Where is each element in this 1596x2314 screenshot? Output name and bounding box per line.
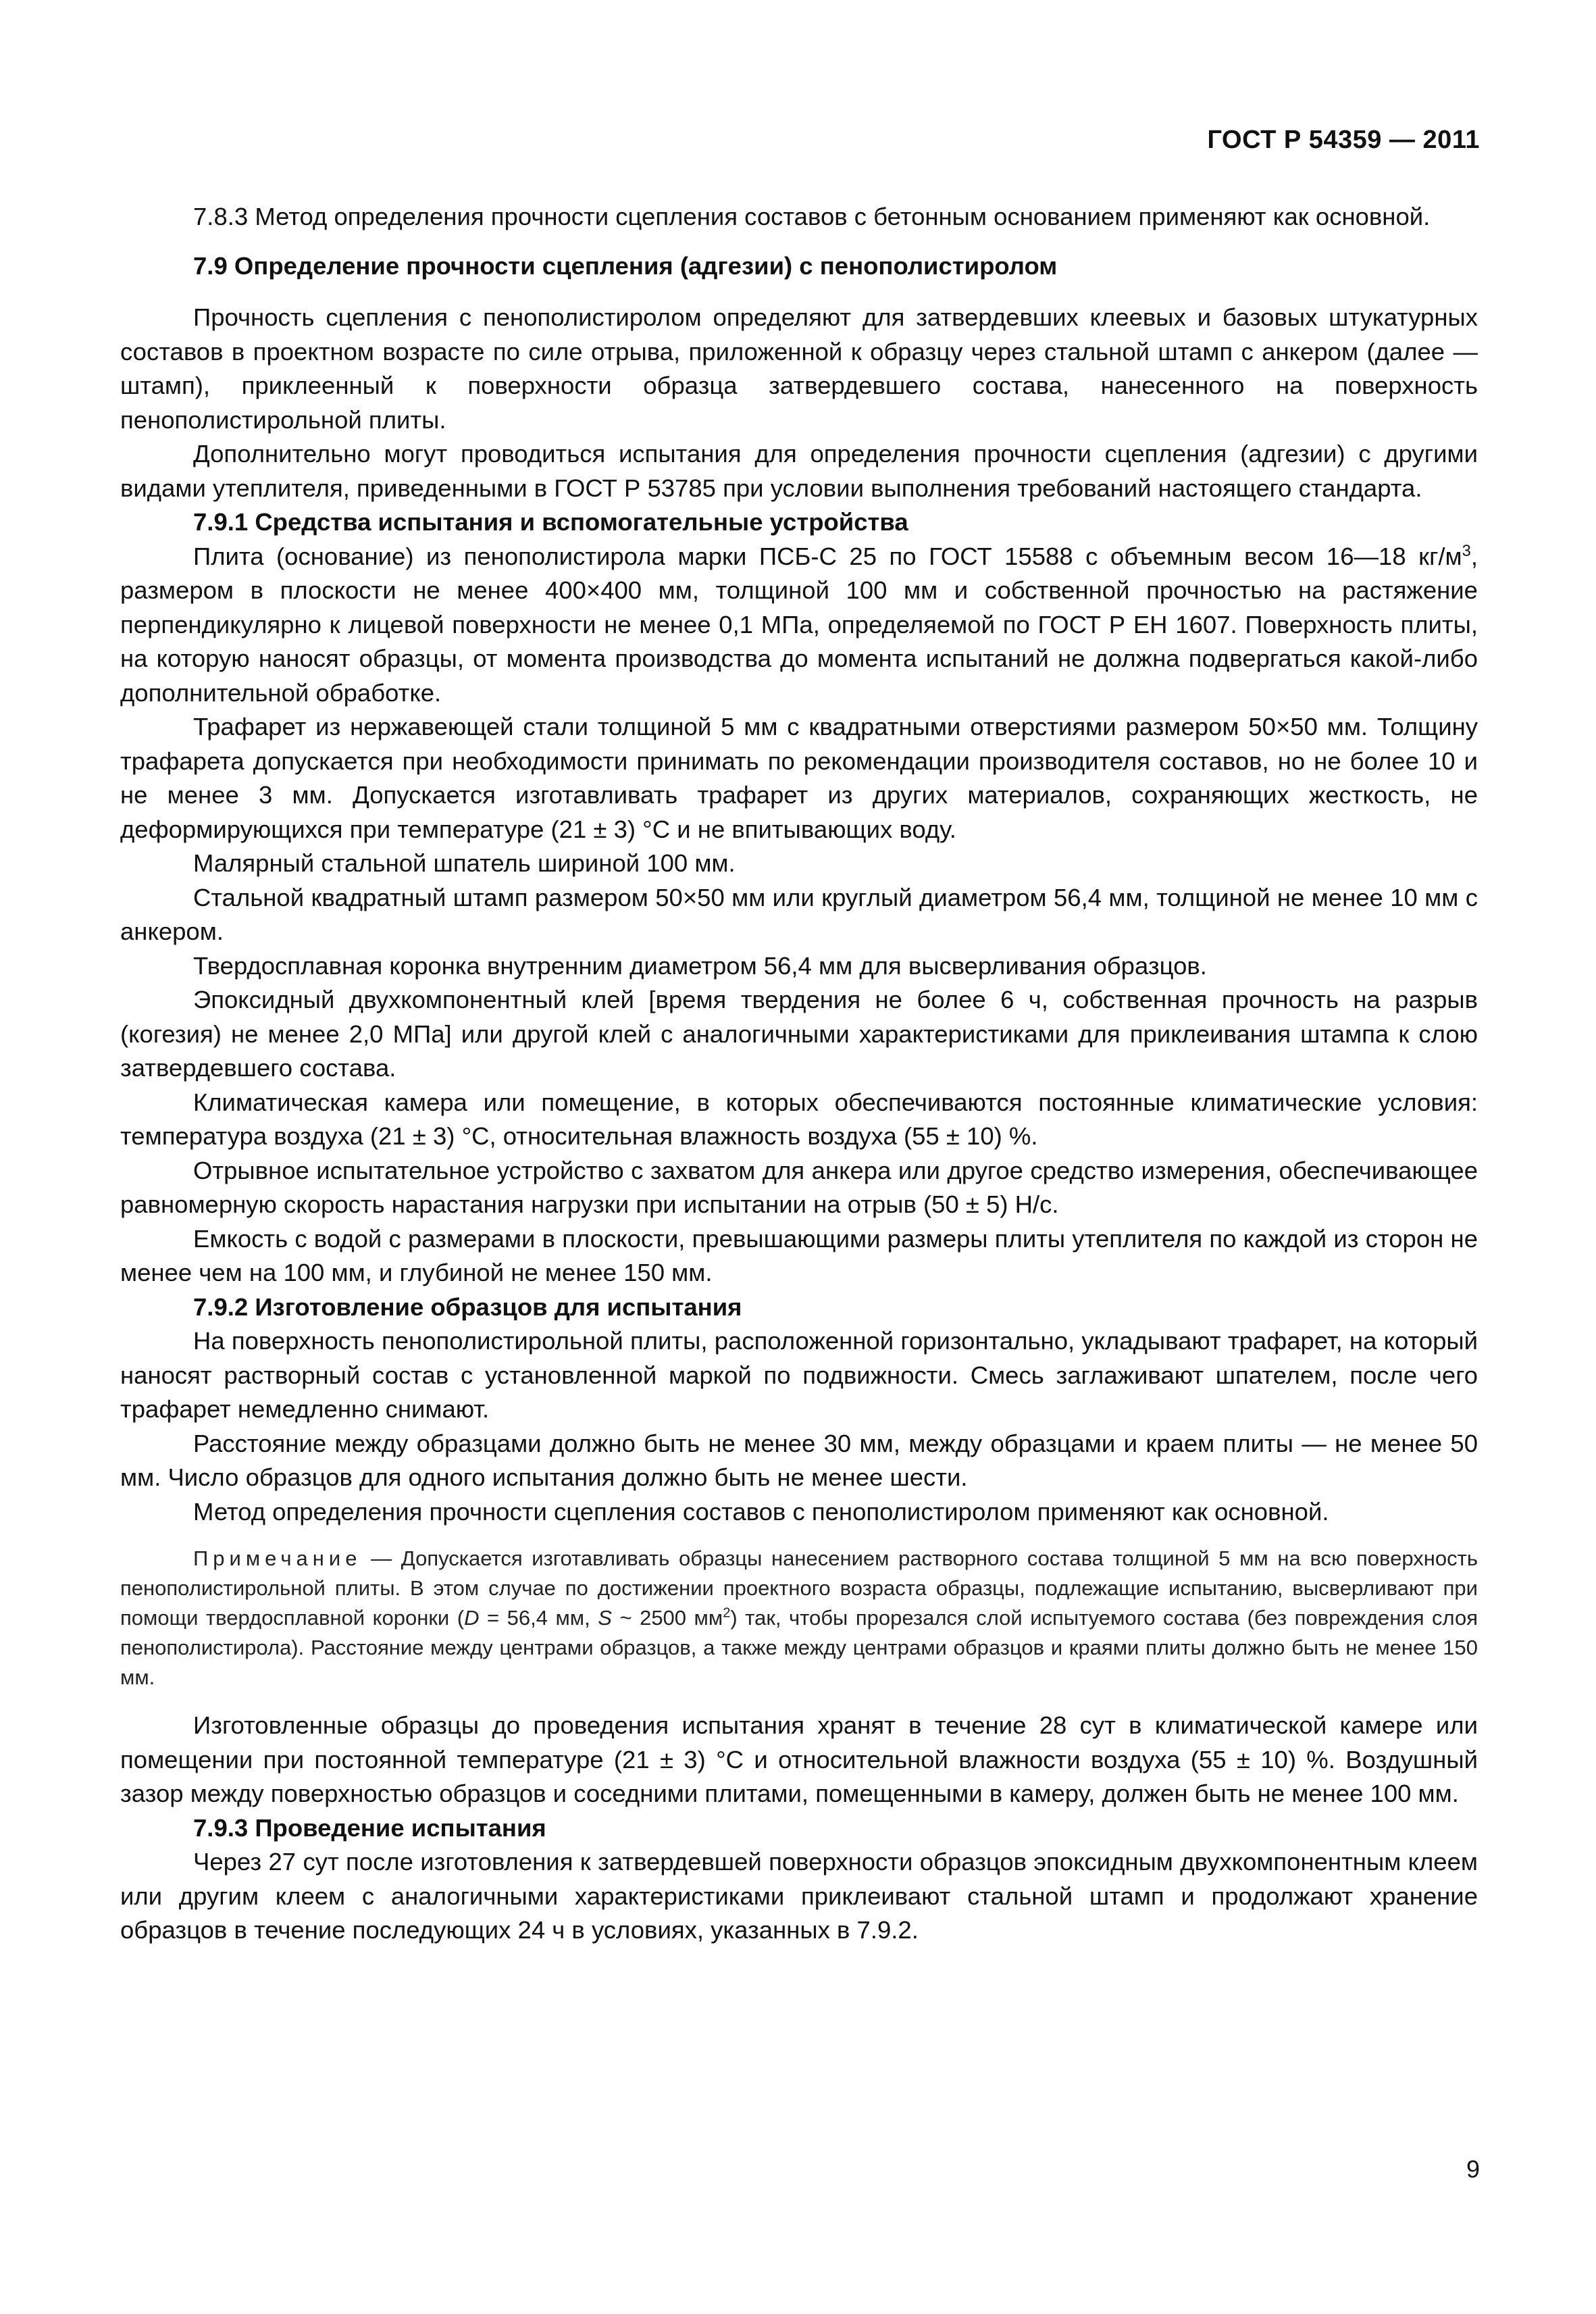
slab-text-pre: Плита (основание) из пенополистирола марки ПСБ-С 25 по ГОСТ 15588 с объемным весом 16—18 кг/м	[193, 542, 1462, 570]
heading-7-9: 7.9 Определение прочности сцепления (адгезии) с пенополистиролом	[193, 251, 1058, 280]
note-square-superscript: 2	[723, 1605, 731, 1621]
paragraph-tester: Отрывное испытательное устройство с захватом для анкера или другое средство измерения, обеспечивающее равномерную скорость нарастания нагрузки при испытании на отрыв (50 ± 5) Н/с.	[120, 1156, 1478, 1218]
paragraph-spatula: Малярный стальной шпатель шириной 100 мм.	[193, 849, 736, 877]
paragraph-stencil: Трафарет из нержавеющей стали толщиной 5 мм с квадратными отверстиями размером 50×50 мм. Толщину трафарета допускается при необходимости принимать по рекомендации производителя составов, но не более 10 и не менее 3 мм. Допускается изготавливать трафарет из других материалов, сохраняющих жесткость, не деформирующихся при температуре (21 ± 3) °С и не впитывающих воду.	[120, 713, 1478, 843]
heading-7-9-2: 7.9.2 Изготовление образцов для испытания	[193, 1292, 742, 1321]
slab-text-post: , размером в плоскости не менее 400×400 мм, толщиной 100 мм и собственной прочностью на растяжение перпендикулярно к лицевой поверхности не менее 0,1 МПа, определяемой по ГОСТ Р ЕН 1607. Поверхность плиты, на которую наносят образцы, от момента производства до момента испытаний не должна подвергаться какой-либо дополнительной обработке.	[120, 542, 1478, 707]
note-label: Примечание	[193, 1546, 362, 1570]
note-block	[120, 1544, 1478, 1692]
paragraph-7-9-additional: Дополнительно могут проводиться испытания для определения прочности сцепления (адгезии) с другими видами утеплителя, приведенными в ГОСТ Р 53785 при условии выполнения требований настоящего стандарта.	[120, 440, 1478, 502]
paragraph-stamp: Стальной квадратный штамп размером 50×50 мм или круглый диаметром 56,4 мм, толщиной не менее 10 мм с анкером.	[120, 883, 1478, 945]
heading-7-9-1: 7.9.1 Средства испытания и вспомогательные устройства	[193, 508, 908, 536]
note-text-2: = 56,4 мм,	[479, 1606, 598, 1630]
paragraph-sample-prep: На поверхность пенополистирольной плиты, расположенной горизонтально, укладывают трафарет, на который наносят растворный состав с установленной маркой по подвижности. Смесь заглаживают шпателем, после чего трафарет немедленно снимают.	[120, 1327, 1478, 1423]
paragraph-crown: Твердосплавная коронка внутренним диаметром 56,4 мм для высверливания образцов.	[193, 951, 1207, 980]
paragraph-storage: Изготовленные образцы до проведения испытания хранят в течение 28 сут в климатической камере или помещении при постоянной температуре (21 ± 3) °С и относительной влажности воздуха (55 ± 10) %. Воздушный зазор между поверхностью образцов и соседними плитами, помещенными в камеру, должен быть не менее 100 мм.	[120, 1711, 1478, 1807]
note-text-3: ~ 2500 мм	[611, 1606, 723, 1630]
paragraph-sample-spacing: Расстояние между образцами должно быть не менее 30 мм, между образцами и краем плиты — не менее 50 мм. Число образцов для одного испытания должно быть не менее шести.	[120, 1429, 1478, 1491]
paragraph-slab	[120, 540, 1478, 711]
paragraph-7-9-intro: Прочность сцепления с пенополистиролом определяют для затвердевших клеевых и базовых штукатурных составов в проектном возрасте по силе отрыва, приложенной к образцу через стальной штамп с анкером (далее — штамп), приклеенный к поверхности образца затвердевшего состава, нанесенного на поверхность пенополистирольной плиты.	[120, 303, 1478, 434]
paragraph-main-method: Метод определения прочности сцепления составов с пенополистиролом применяют как основной.	[193, 1497, 1329, 1526]
note-d-symbol: D	[464, 1606, 480, 1630]
paragraph-testing: Через 27 сут после изготовления к затвердевшей поверхности образцов эпоксидным двухкомпонентным клеем или другим клеем с аналогичными характеристиками приклеивают стальной штамп и продолжают хранение образцов в течение последующих 24 ч в условиях, указанных в 7.9.2.	[120, 1848, 1478, 1944]
page-number: 9	[1466, 2155, 1480, 2183]
note-s-symbol: S	[598, 1606, 612, 1630]
document-body	[120, 200, 1478, 1948]
standard-designation: ГОСТ Р 54359 — 2011	[1207, 126, 1480, 154]
cubic-superscript: 3	[1462, 542, 1471, 560]
note-text-1: — Допускается изготавливать образцы нанесением растворного состава толщиной 5 мм на всю поверхность пенополистирольной плиты. В этом случае по достижении проектного возраста образцы, подлежащие испытанию, высверливают при помощи твердосплавной коронки (	[120, 1546, 1478, 1630]
note-text-4: ) так, чтобы прорезался слой испытуемого состава (без повреждения слоя пенополистирола). Расстояние между центрами образцов, а также между центрами образцов и краями плиты должно быть не менее 150 мм.	[120, 1606, 1478, 1689]
paragraph-7-8-3: 7.8.3 Метод определения прочности сцепления составов с бетонным основанием применяют как основной.	[193, 203, 1431, 230]
heading-7-9-3: 7.9.3 Проведение испытания	[193, 1813, 546, 1842]
paragraph-climate-chamber: Климатическая камера или помещение, в которых обеспечиваются постоянные климатические условия: температура воздуха (21 ± 3) °С, относительная влажность воздуха (55 ± 10) %.	[120, 1088, 1478, 1150]
paragraph-adhesive: Эпоксидный двухкомпонентный клей [время твердения не более 6 ч, собственная прочность на разрыв (когезия) не менее 2,0 МПа] или другой клей с аналогичными характеристиками для приклеивания штампа к слою затвердевшего состава.	[120, 986, 1478, 1082]
paragraph-water-tank: Емкость с водой с размерами в плоскости, превышающими размеры плиты утеплителя по каждой из сторон не менее чем на 100 мм, и глубиной не менее 150 мм.	[120, 1224, 1478, 1286]
